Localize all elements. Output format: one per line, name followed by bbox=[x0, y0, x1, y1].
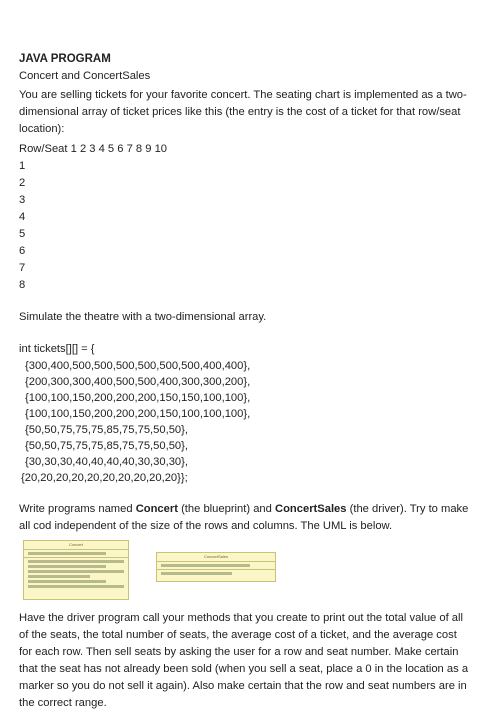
code-row: {30,30,30,40,40,40,40,30,30,30}, bbox=[25, 456, 188, 468]
code-row: {50,50,75,75,75,85,75,75,50,50}, bbox=[25, 440, 188, 452]
code-row: {50,50,75,75,75,85,75,75,50,50}, bbox=[25, 424, 188, 436]
row-number-list bbox=[19, 158, 471, 294]
concert-class-name: Concert bbox=[135, 503, 178, 515]
document-body bbox=[19, 52, 471, 712]
write-text: (the driver). Try to make all cod independent of the size of the rows and columns. The UML is below. bbox=[19, 503, 469, 532]
uml-concert-title: Concert bbox=[24, 541, 128, 550]
code-row: {100,100,150,200,200,200,150,150,100,100}, bbox=[25, 392, 251, 404]
row-number: 4 bbox=[19, 211, 26, 223]
write-text: (the blueprint) and bbox=[177, 503, 275, 515]
row-number: 7 bbox=[19, 262, 26, 274]
code-declaration: int tickets[][] = { bbox=[19, 343, 95, 355]
code-row: {100,100,150,200,200,200,150,100,100,100}, bbox=[25, 408, 251, 420]
seat-header: Row/Seat 1 2 3 4 5 6 7 8 9 10 bbox=[19, 143, 168, 155]
code-row: {20,20,20,20,20,20,20,20,20,20}}; bbox=[21, 472, 188, 484]
intro-paragraph: You are selling tickets for your favorite concert. The seating chart is implemented as a two-dimensional array of ticket prices like this (the entry is the cost of a ticket for that row/seat location): bbox=[19, 89, 467, 135]
simulate-text: Simulate the theatre with a two-dimensional array. bbox=[19, 311, 267, 323]
write-text: Write programs named bbox=[19, 503, 136, 515]
row-number: 3 bbox=[19, 194, 26, 206]
uml-diagram bbox=[19, 538, 471, 600]
row-number: 8 bbox=[19, 279, 26, 291]
row-number: 5 bbox=[19, 228, 26, 240]
uml-concertsales-box bbox=[156, 552, 276, 582]
write-paragraph bbox=[19, 501, 471, 535]
row-number: 1 bbox=[19, 160, 26, 172]
uml-concertsales-title: ConcertSales bbox=[157, 553, 275, 562]
code-row: {300,400,500,500,500,500,500,500,400,400}, bbox=[25, 360, 251, 372]
row-number: 2 bbox=[19, 177, 26, 189]
code-row: {200,300,300,400,500,500,400,300,300,200}, bbox=[25, 376, 251, 388]
row-number: 6 bbox=[19, 245, 26, 257]
driver-paragraph: Have the driver program call your methods that you create to print out the total value of all of the seats, the total number of seats, the average cost of a ticket, and the average cost for each row. Then sell seats by asking the user for a row and seat number. Make certain that the seat has not already been sold (when you sell a seat, place a 0 in the location as a marker so you do not sell it again). Also make certain that the row and seat numbers are in the correct range. bbox=[19, 612, 469, 709]
document-title: JAVA PROGRAM bbox=[19, 53, 111, 65]
concertsales-class-name: ConcertSales bbox=[275, 503, 347, 515]
document-subtitle: Concert and ConcertSales bbox=[19, 70, 151, 82]
uml-concert-box bbox=[23, 540, 129, 600]
code-block bbox=[19, 341, 471, 486]
